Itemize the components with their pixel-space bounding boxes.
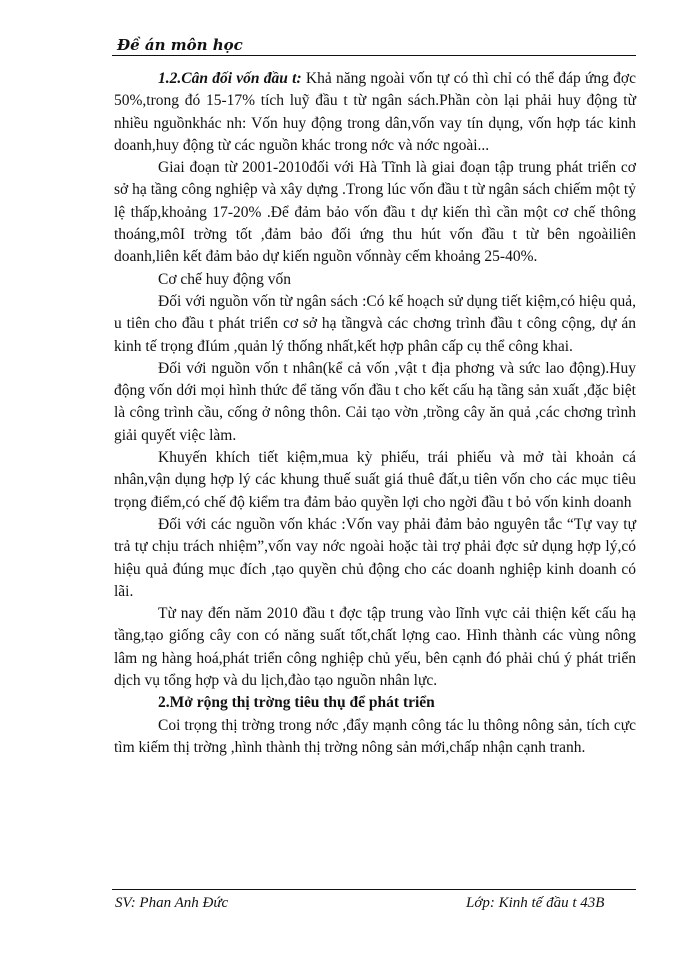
paragraph-to-2010: Từ nay đến năm 2010 đầu t đợc tập trung vào lĩnh vực cải thiện kết cấu hạ tầng,tạo giống cây con có năng suất tốt,chất lợng cao. Hình thành các vùng nông lâm ng hàng hoá,phát triển công nghiệp chủ yếu, bên cạnh đó phải chú ý phát triển dịch vụ tổng hợp và du lịch,đào tạo nguồn nhân lực. [114,605,636,690]
paragraph-budget-capital: Đối với nguồn vốn từ ngân sách :Có kế hoạch sử dụng tiết kiệm,có hiệu quả, u tiên cho đầu t phát triển cơ sở hạ tầngvà các chơng trình đầu t công cộng, dự án kinh tế trọng đIúm ,quản lý thống nhất,kết hợp phân cấp cụ thể công khai. [114,292,636,355]
footer-author: SV: Phan Anh Đức [115,895,229,911]
document-body [114,68,636,759]
paragraph-mechanism-title: Cơ chế huy động vốn [158,270,292,288]
section-2-heading: 2.Mở rộng thị trờng tiêu thụ để phát triển [158,694,435,712]
paragraph-savings: Khuyến khích tiết kiệm,mua kỳ phiếu, trái phiếu và mở tài khoản cá nhân,vận dụng hợp lý các khung thuế suất giá thuê đất,u tiên vốn cho các mục tiêu trọng điểm,có chế độ kiểm tra đảm bảo quyền lợi cho ngời đầu t bỏ vốn kinh doanh [114,449,636,511]
paragraph-other-sources: Đối với các nguồn vốn khác :Vốn vay phải đảm bảo nguyên tắc “Tự vay tự trả tự chịu trách nhiệm”,vốn vay nớc ngoài hoặc tài trợ phải đợc sử dụng hợp lý,có hiệu quả đúng mục đích ,tạo quyền chủ động cho các doanh nghiệp kinh doanh có lãi. [114,515,636,600]
section-1-2-paragraph [114,68,636,157]
footer-class: Lớp: Kinh tế đầu t 43B [466,895,605,911]
section-1-2-heading: 1.2.Cân đối vốn đầu t: [158,70,302,87]
section-2-text: Coi trọng thị trờng trong nớc ,đẩy mạnh công tác lu thông nông sản, tích cực tìm kiếm thị trờng ,hình thành thị trờng nông sản mới,chấp nhận cạnh tranh. [114,716,636,756]
section-1-2-text: Khả năng ngoài vốn tự có thì chỉ có thể đáp ứng đợc 50%,trong đó 15-17% tích luỹ đầu t từ ngân sách.Phần còn lại phải huy động từ nhiều nguồnkhác nh: Vốn huy động trong dân,vốn vay tín dụng, vốn hợp tác kinh doanh,huy động từ các nguồn khác trong nớc và nớc ngoài... [114,70,636,154]
header-rule [112,55,636,56]
page-header-title: Đề án môn học [117,36,243,54]
footer-rule [112,889,636,890]
section-2-heading-paragraph [114,692,636,714]
paragraph-private-capital: Đối với nguồn vốn t nhân(kể cả vốn ,vật t địa phơng và sức lao động).Huy động vốn dới mọi hình thức để tăng vốn đầu t cho kết cấu hạ tầng sản xuất ,đặc biệt là công trình cầu, cống ở nông thôn. Cải tạo vờn ,trồng cây ăn quả ,các chơng trình giải quyết việc làm. [114,359,636,444]
paragraph-period-2001-2010: Giai đoạn từ 2001-2010đối với Hà Tĩnh là giai đoạn tập trung phát triển cơ sở hạ tầng công nghiệp và xây dựng .Trong lúc vốn đầu t từ ngân sách chiếm một tỷ lệ thấp,khoảng 17-20% .Để đảm bảo vốn đầu t dự kiến thì cần một cơ chế thông thoáng,môI trờng tốt ,đảm bảo đối ứng thu hút vốn đầu t từ bên ngoàiliên doanh,liên kết đảm bảo dự kiến nguồn vốnnày cếm khoảng 25-40%. [114,159,636,266]
